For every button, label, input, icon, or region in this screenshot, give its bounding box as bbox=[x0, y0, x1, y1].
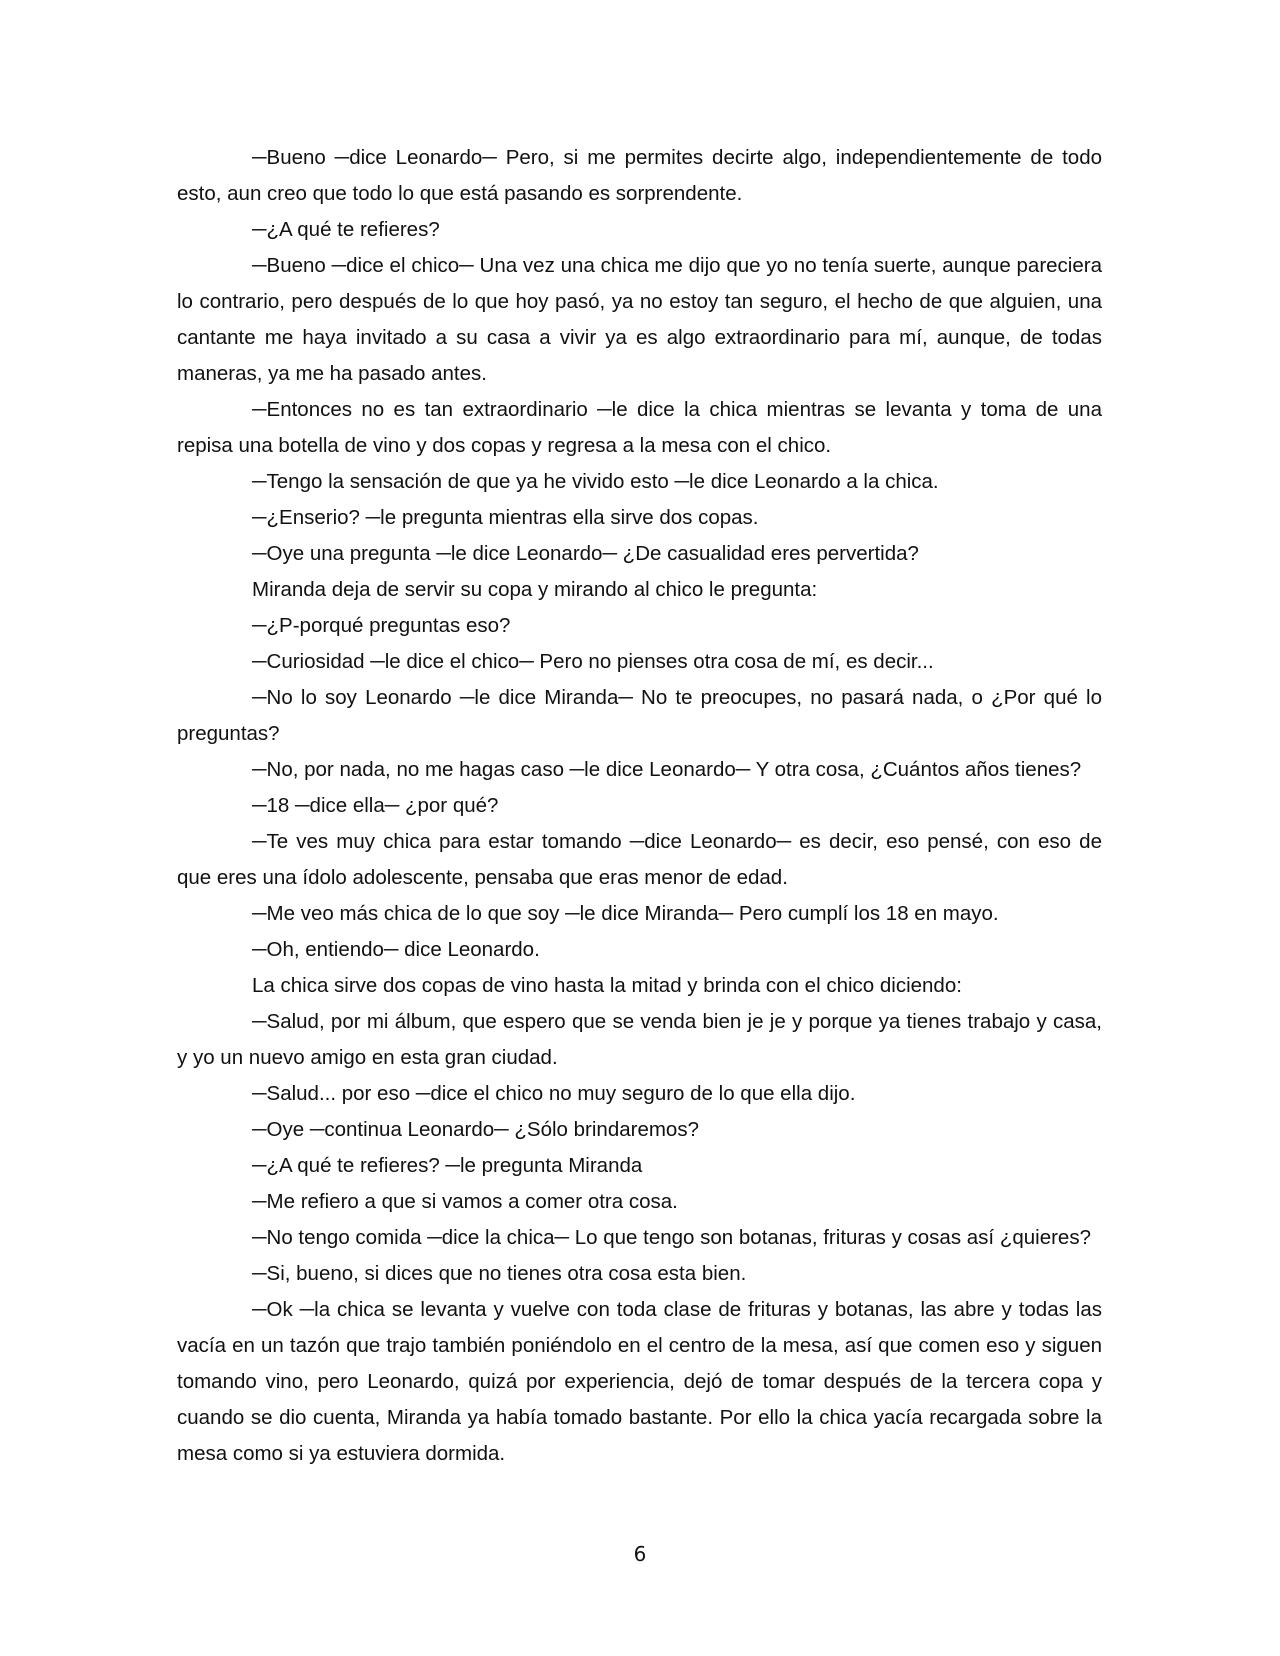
paragraph: ─Ok ─la chica se levanta y vuelve con toda clase de frituras y botanas, las abre y todas las vacía en un tazón que trajo también poniéndolo en el centro de la mesa, así que comen eso y siguen tomando vino, pero Leonardo, quizá por experiencia, dejó de tomar después de la tercera copa y cuando se dio cuenta, Miranda ya había tomado bastante. Por ello la chica yacía recargada sobre la mesa como si ya estuviera dormida. bbox=[177, 1298, 1102, 1465]
paragraph: ─Bueno ─dice el chico─ Una vez una chica me dijo que yo no tenía suerte, aunque pareciera lo contrario, pero después de lo que hoy pasó, ya no estoy tan seguro, el hecho de que alguien, una cantante me haya invitado a su casa a vivir ya es algo extraordinario para mí, aunque, de todas maneras, ya me ha pasado antes. bbox=[177, 254, 1102, 385]
body-text bbox=[177, 140, 1102, 1472]
paragraph: ─¿A qué te refieres? ─le pregunta Miranda bbox=[252, 1154, 643, 1177]
paragraph: ─Bueno ─dice Leonardo─ Pero, si me permites decirte algo, independientemente de todo esto, aun creo que todo lo que está pasando es sorprendente. bbox=[177, 146, 1102, 205]
paragraph: ─No tengo comida ─dice la chica─ Lo que tengo son botanas, frituras y cosas así ¿quieres? bbox=[252, 1226, 1091, 1249]
paragraph: ─¿A qué te refieres? bbox=[252, 218, 440, 241]
paragraph: ─Oye ─continua Leonardo─ ¿Sólo brindaremos? bbox=[252, 1118, 699, 1141]
paragraph: La chica sirve dos copas de vino hasta la mitad y brinda con el chico diciendo: bbox=[252, 974, 962, 997]
paragraph: ─¿P-porqué preguntas eso? bbox=[252, 614, 511, 637]
paragraph: ─Si, bueno, si dices que no tienes otra cosa esta bien. bbox=[252, 1262, 747, 1285]
paragraph: ─Oh, entiendo─ dice Leonardo. bbox=[252, 938, 540, 961]
paragraph: ─Me veo más chica de lo que soy ─le dice Miranda─ Pero cumplí los 18 en mayo. bbox=[252, 902, 999, 925]
paragraph: ─Salud... por eso ─dice el chico no muy seguro de lo que ella dijo. bbox=[252, 1082, 856, 1105]
paragraph: ─Me refiero a que si vamos a comer otra cosa. bbox=[252, 1190, 678, 1213]
paragraph: ─18 ─dice ella─ ¿por qué? bbox=[252, 794, 499, 817]
paragraph: ─Entonces no es tan extraordinario ─le dice la chica mientras se levanta y toma de una repisa una botella de vino y dos copas y regresa a la mesa con el chico. bbox=[177, 398, 1102, 457]
paragraph: ─No lo soy Leonardo ─le dice Miranda─ No te preocupes, no pasará nada, o ¿Por qué lo preguntas? bbox=[177, 686, 1102, 745]
paragraph: ─Te ves muy chica para estar tomando ─dice Leonardo─ es decir, eso pensé, con eso de que eres una ídolo adolescente, pensaba que eras menor de edad. bbox=[177, 830, 1102, 889]
page-number: 6 bbox=[633, 1542, 647, 1566]
paragraph: ─¿Enserio? ─le pregunta mientras ella sirve dos copas. bbox=[252, 506, 759, 529]
paragraph: ─Salud, por mi álbum, que espero que se venda bien je je y porque ya tienes trabajo y casa, y yo un nuevo amigo en esta gran ciudad. bbox=[177, 1010, 1102, 1069]
paragraph: ─No, por nada, no me hagas caso ─le dice Leonardo─ Y otra cosa, ¿Cuántos años tienes? bbox=[252, 758, 1082, 781]
paragraph: Miranda deja de servir su copa y mirando al chico le pregunta: bbox=[252, 578, 818, 601]
paragraph: ─Oye una pregunta ─le dice Leonardo─ ¿De casualidad eres pervertida? bbox=[252, 542, 919, 565]
paragraph: ─Curiosidad ─le dice el chico─ Pero no pienses otra cosa de mí, es decir... bbox=[252, 650, 934, 673]
paragraph: ─Tengo la sensación de que ya he vivido esto ─le dice Leonardo a la chica. bbox=[252, 470, 939, 493]
